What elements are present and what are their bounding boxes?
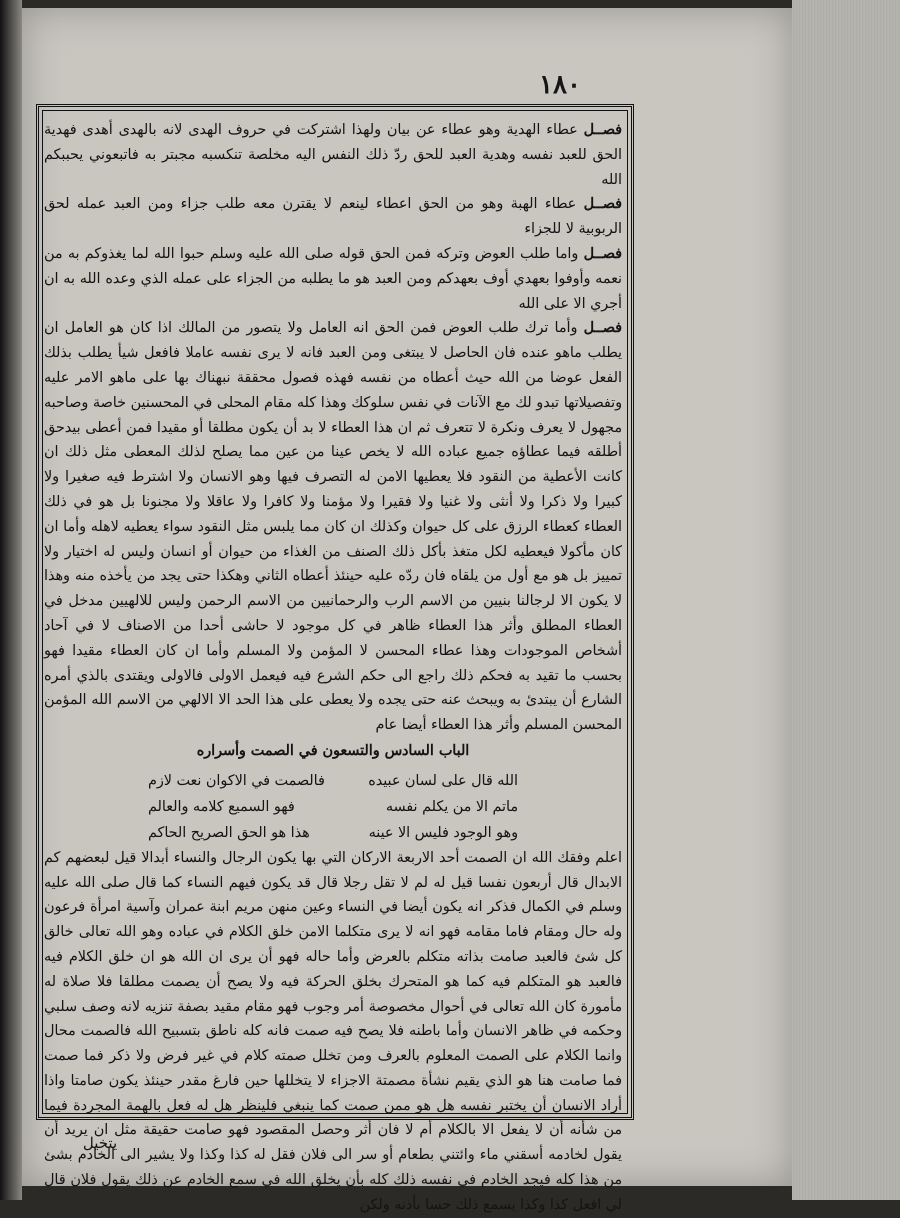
section-text: واما طلب العوض وتركه فمن الحق قوله صلى الله عليه وسلم حبوا الله لما يغذوكم به من نعمه وأوفوا بعهدي أوف بعهدكم ومن العبد هو ما يطلبه من الجزاء على عمله الذي وعده الله به ان أجري الا على الله [44, 245, 622, 312]
section-paragraph [44, 192, 622, 242]
section-label: فصــل [583, 196, 622, 213]
section-paragraph [44, 316, 622, 738]
verse-second-hemistich: هذا هو الحق الصريح الحاكم [148, 824, 310, 841]
section-text: عطاء الهدية وهو عطاء عن بيان ولهذا اشتركت في حروف الهدى لانه بالهدى أهدى فهدية الحق للعبد نفسه وهدية العبد للحق ردّ ذلك النفس اليه مخلصة تنكسبه مجبتر به فاتبعوني يحببكم الله [44, 122, 622, 188]
section-paragraph [44, 118, 622, 192]
verse-first-hemistich: وهو الوجود فليس الا عينه [368, 824, 518, 841]
poem-verse [148, 820, 518, 846]
poem-verse [148, 794, 518, 820]
section-text: عطاء الهبة وهو من الحق اعطاء لينعم لا يقترن معه طلب جزاء ومن العبد عمله لحق الربوبية لا للجزاء [44, 196, 622, 238]
chapter-heading: الباب السادس والتسعون في الصمت وأسراره [196, 742, 470, 759]
page-number: ١٨٠ [539, 70, 581, 100]
catchword: يتخيل [82, 1134, 118, 1152]
chapter-body-paragraph: اعلم وفقك الله ان الصمت أحد الاربعة الاركان التي بها يكون الرجال والنساء أبدالا قيل لبعضهم كم الابدال قال أربعون نفسا قيل له لم لا تقل رجلا قال قد يكون فيهم النساء كما قال صلى الله عليه وسلم في الكمال فذكر انه يكون أيضا في النساء وعين منهن مريم ابنة عمران وآسية امرأة فرعون وله حال ومقام فاما مقامه فهو انه لا يرى متكلما الامن خلق الكلام في عباده وهو الله تعالى خالق كل شئ فالعبد صامت بذاته متكلم بالعرض وأما حاله فهو أن يرى ان الله هو ان خلق الكلام فيه فالعبد هو المتكلم فيه كما هو المتحرك بخلق الحركة فيه ولا يصح أن يصمت مطلقا فلا صلاة له مأمورة كان الله تعالى في أحوال مخصوصة أمر وجوب فهو مقام مقيد بصفة تنزيه لانه وصف سلبي وحكمه في ظاهر الانسان وأما باطنه فلا يصح فيه صمت فانه كله ناطق بتسبيح الله فالصمت محال وانما الكلام على الصمت المعلوم بالعرف ومن تخلل صمته كلام في غير فرض ولا ذكر فما صمت فما صامت هنا هو الذي يقيم نشأة مصمتة الاجزاء لا يتخللها حين فارغ مقدر حينئذ يكون صامتا واذا أراد الانسان أن يختبر نفسه هل هو ممن صمت كما ينبغي فلينظر هل له فعل بالهمة المجردة فيما من شأنه أن لا يفعل الا بالكلام أم لا فان أثر وحصل المقصود فهو صامت حقيقة مثل ان يريد أن يقول لخادمه أسقني ماء وائتني بطعام أو سر الى فلان فقل له كذا وكذا ولا يشير الى الخادم بشئ من هذا كله فيجد الخادم في نفسه ذلك كله بأن يخلق الله في سمع الخادم عن ذلك يقول فلان قال لي افعل كذا وكذا يسمع ذلك حسا بأذنه ولكن [44, 849, 622, 1213]
verse-second-hemistich: فالصمت في الاكوان نعت لازم [148, 772, 325, 789]
poem-verse [148, 768, 518, 794]
section-label: فصــل [583, 245, 622, 262]
verse-second-hemistich: فهو السميع كلامه والعالم [148, 798, 295, 815]
book-fore-edge [792, 0, 900, 1200]
section-text: وأما ترك طلب العوض فمن الحق انه العامل ولا يتصور من المالك اذا كان هو العامل ان يطلب ماهو عنده فان الحاصل لا يبتغى ومن العبد فانه لا يرى نفسه عاملا فافعل شيأ يطلب بذلك الفعل عوضا من الله حيث أعطاه من نفسه فهذه فصول محققة نبهناك بها على ماهو الامر عليه وتفصيلاتها تبدو لك مع الآنات في نفس سلوكك وهذا كله مقام المحلى في المحسنين خاصة وصاحبه مجهول لا يعرف ونكرة لا تتعرف ثم ان هذا العطاء لا بد أن يكون مطلقا أو مقيدا فمن أعطى بيدحق أطلقه فيما عطاؤه جميع عباده الله لا يخص عينا من عين مما يصلح لذلك المعطى مثل ذلك ان كانت الأعطية من النقود فلا يعطيها الامن له التصرف فيها وهو الانسان ولا اشترط فيه صغيرا ولا كبيرا ولا ذكرا ولا أنثى ولا غنيا ولا فقيرا ولا مؤمنا ولا كافرا ولا عاقلا ولا مجنونا بل هو في ذلك العطاء كعطاء الرزق على كل حيوان وكذلك ان كان مما يلبس مثل النقود سواء يعطيه لاهله وأما ان كان مأكولا فيعطيه لكل متغذ بأكل ذلك الصنف من الغذاء من حيوان أو انسان وليس له اختيار ولا تمييز بل هو مع أول من يلقاه فان ردّه عليه حينئذ أعطاه الثاني وهكذا حتى يجد من يأخذه منه وهذا لا يكون الا لرجالنا بنيين من الاسم الرب والرحمانيين من الاسم الرحمن وليس للالهيين مدخل في العطاء المطلق وأثر هذا العطاء ظاهر في كل موجود لا حاشى أحدا من الاصناف لا في آحاد أشخاص الموجودات وهذا عطاء المحسن لا المؤمن ولا المسلم وأما ان كان العطاء مقيدا فهو بحسب ما تقيد به فحكم ذلك راجع الى حكم الشرع فيه فيعمل الاولى فالاولى ويقتدى بالذي أمره الشارع أن يبتدئ به ويبحث عنه حتى يجده ولا يعطى على هذا الحد الا الالهي من الاسم الله المؤمن المحسن المسلم وأثر هذا العطاء أيضا عام [44, 320, 622, 734]
section-paragraph [44, 242, 622, 316]
section-label: فصــل [583, 122, 623, 138]
poem [148, 768, 518, 846]
book-spine-shadow [0, 0, 22, 1200]
verse-first-hemistich: الله قال على لسان عبيده [368, 772, 518, 789]
verse-first-hemistich: ماتم الا من يكلم نفسه [385, 798, 518, 815]
section-label: فصــل [583, 320, 623, 337]
